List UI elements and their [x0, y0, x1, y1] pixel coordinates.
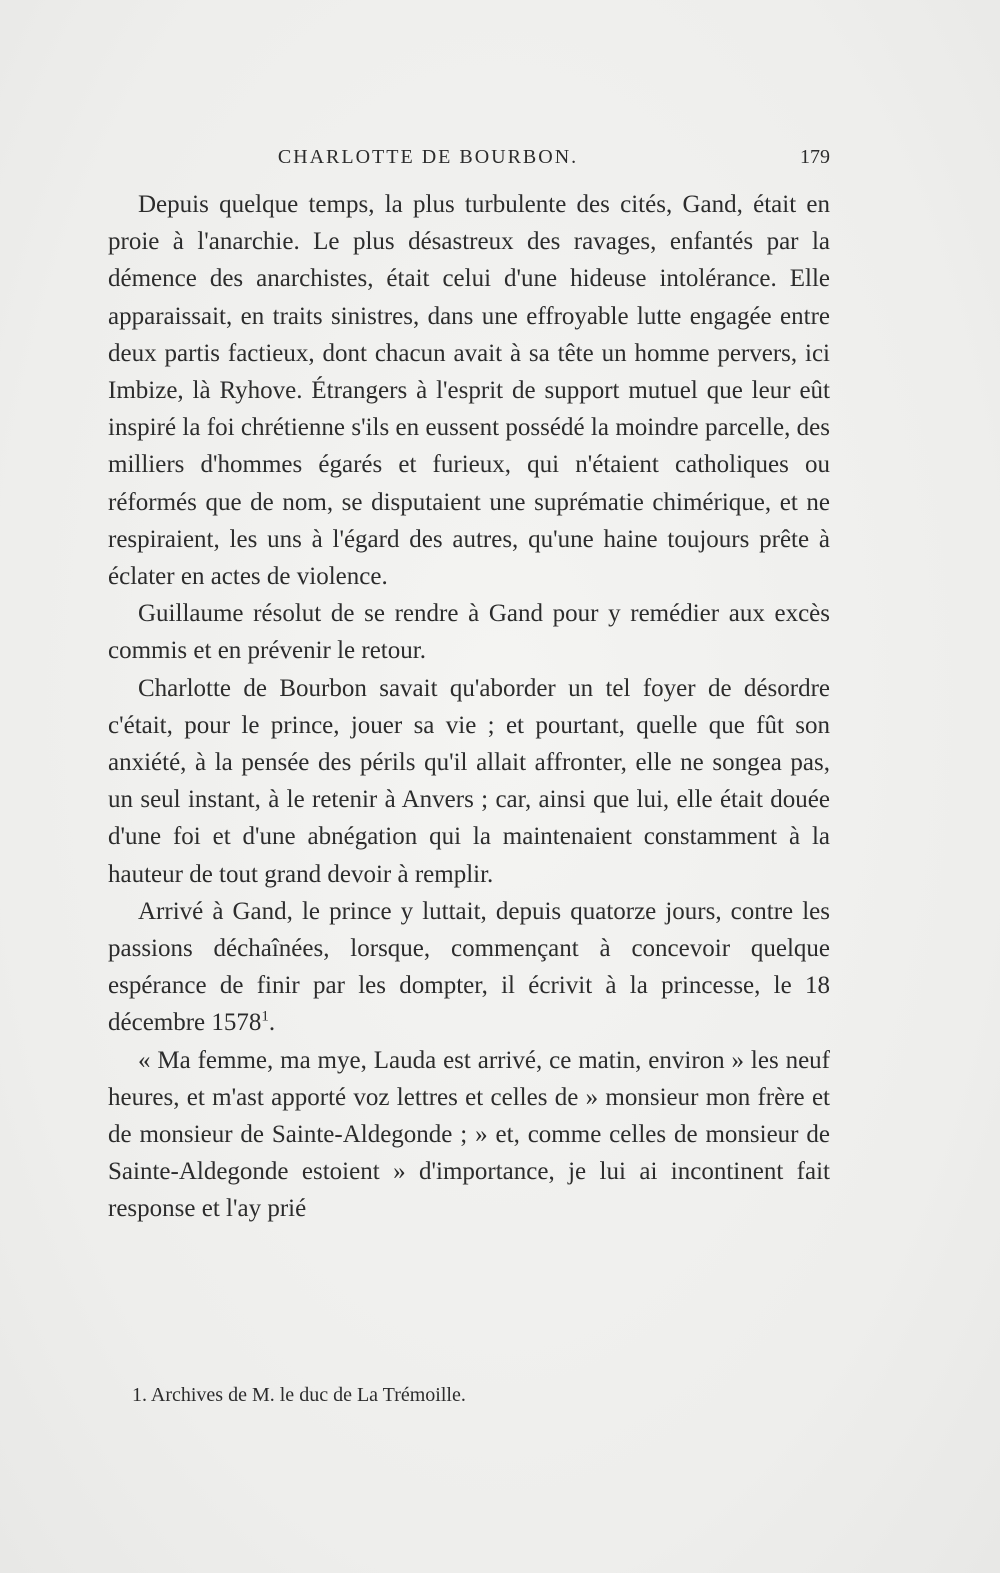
running-head	[108, 140, 830, 174]
footnote-reference: 1	[261, 1009, 269, 1026]
running-title: CHARLOTTE DE BOURBON.	[277, 146, 579, 168]
letter-quotation: « Ma femme, ma mye, Lauda est arrivé, ce matin, environ » les neuf heures, et m'ast apporté voz lettres et celles de » monsieur mon frère et de monsieur de Sainte-Aldegonde ; » et, comme celles de monsieur de Sainte-Aldegonde estoient » d'importance, je lui ai incontinent fait response et l'ay prié	[108, 1046, 830, 1223]
paragraph: Charlotte de Bourbon savait qu'aborder un tel foyer de désordre c'était, pour le prince, jouer sa vie ; et pourtant, quelle que fût son anxiété, à la pensée des périls qu'il allait affronter, elle ne songea pas, un seul instant, à le retenir à Anvers ; car, ainsi que lui, elle était douée d'une foi et d'une abnégation qui la maintenaient constamment à la hauteur de tout grand devoir à remplir.	[108, 674, 830, 888]
paragraph-end: .	[268, 1009, 276, 1037]
paragraph: Depuis quelque temps, la plus turbulente des cités, Gand, était en proie à l'anarchie. Le plus désastreux des ravages, enfantés par la démence des anarchistes, était celui d'une hideuse intolérance. Elle apparaissait, en traits sinistres, dans une effroyable lutte engagée entre deux partis factieux, dont chacun avait à sa tête un homme pervers, ici Imbize, là Ryhove. Étrangers à l'esprit de support mutuel que leur eût inspiré la foi chrétienne s'ils en eussent possédé la moindre parcelle, des milliers d'hommes égarés et furieux, qui n'étaient catholiques ou réformés que de nom, se disputaient une suprématie chimérique, et ne respiraient, les uns à l'égard des autres, qu'une haine toujours prête à éclater en actes de violence.	[108, 191, 830, 591]
page-number: 179	[800, 146, 830, 168]
paragraph-text: Arrivé à Gand, le prince y luttait, depuis quatorze jours, contre les passions déchaînées, lorsque, commençant à concevoir quelque espérance de finir par les dompter, il écrivit à la princesse, le 18 décembre 1578	[108, 897, 830, 1037]
paragraph-with-footnote	[108, 893, 830, 1042]
paragraph: Guillaume résolut de se rendre à Gand pour y remédier aux excès commis et en prévenir le retour.	[108, 600, 830, 665]
footnote: 1. Archives de M. le duc de La Trémoille.	[132, 1384, 466, 1406]
body-text	[108, 186, 830, 1228]
